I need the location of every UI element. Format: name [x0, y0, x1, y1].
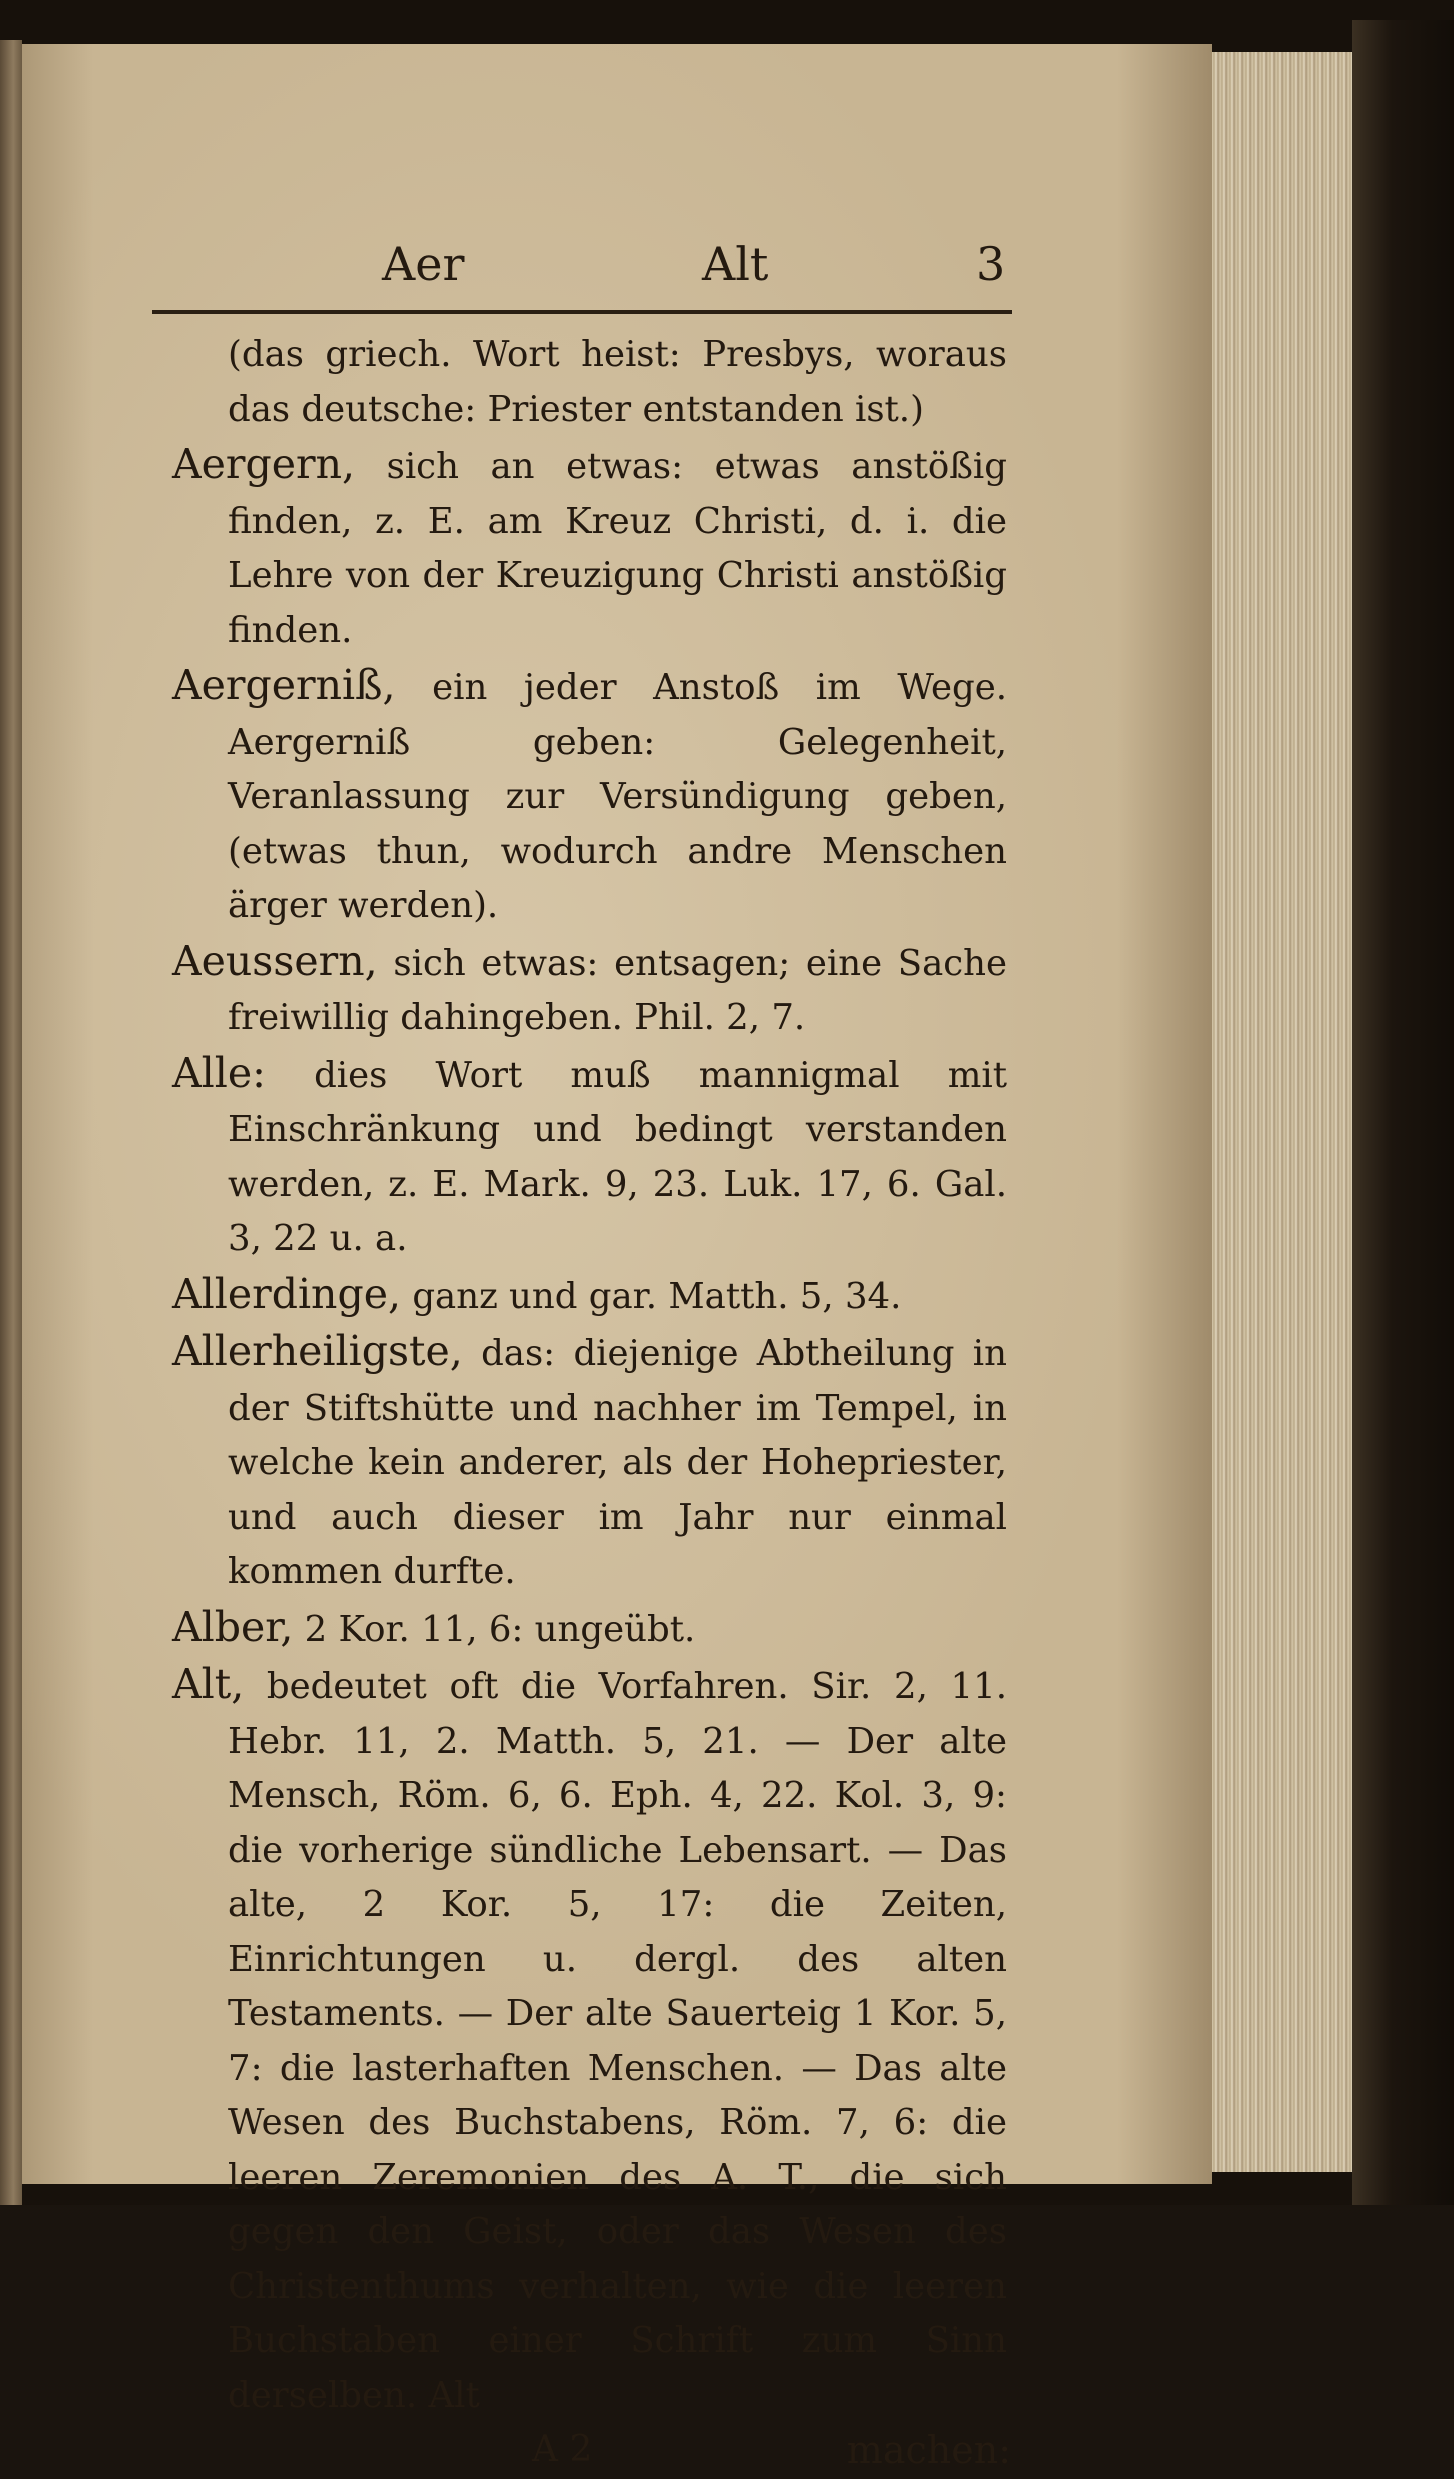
page-stack-edges [1212, 52, 1352, 2172]
entry-headword: Aeussern, [172, 936, 378, 985]
running-head-center: Alt [702, 237, 769, 291]
entry-text: ein jeder Anstoß im Wege. Aergerniß geben: Gelegenheit, Veranlassung zur Versündigung geben, (etwas thun, wodurch andre Menschen ärger werden). [228, 667, 1007, 926]
entry-text: sich etwas: entsagen; eine Sache freiwillig dahingeben. Phil. 2, 7. [228, 942, 1007, 1038]
entry-text: sich an etwas: etwas anstößig finden, z. E. am Kreuz Christi, d. i. die Lehre von der Kreuzigung Christi anstößig finden. [228, 446, 1007, 651]
entry-allerdinge [172, 1267, 1007, 1325]
entry-headword: Aergern, [172, 440, 356, 488]
entry-text: bedeutet oft die Vorfahren. Sir. 2, 11. Hebr. 11, 2. Matth. 5, 21. — Der alte Mensch, Röm. 6, 6. Eph. 4, 22. Kol. 3, 9: die vorherige sündliche Lebensart. — Das alte, 2 Kor. 5, 17: die Zeiten, Einrichtungen u. dergl. des alten Testaments. — Der alte Sauerteig 1 Kor. 5, 7: die lasterhaften Menschen. — Das alte Wesen des Buchstabens, Röm. 7, 6: die leeren Zeremonien des A. T., die sich gegen den Geist, oder das Wesen des Christenthums verhalten, wie die leeren Buchstaben einer Schrift zum Sinn derselben. Alt [228, 1666, 1007, 2416]
previous-page-edge [0, 40, 22, 2205]
header-rule [152, 310, 1012, 314]
page-number: 3 [976, 237, 1006, 291]
entry-aergern [172, 437, 1007, 658]
catchword: machen: [846, 2428, 1011, 2472]
entry-text: (das griech. Wort heist: Presbys, woraus das deutsche: Priester entstanden ist.) [228, 334, 1007, 430]
running-head [172, 234, 1007, 304]
entry-alle [172, 1046, 1007, 1267]
book-page [22, 44, 1212, 2472]
signature-mark: A 2 [532, 2429, 593, 2470]
entry-text: ganz und gar. Matth. 5, 34. [412, 1275, 902, 1317]
entry-text: das: diejenige Abtheilung in der Stiftshütte und nachher im Tempel, in welche kein anderer, als der Hohepriester, und auch dieser im Jahr nur einmal kommen durfte. [228, 1333, 1007, 1592]
entry-alber [172, 1600, 1007, 1658]
entry-text: 2 Kor. 11, 6: ungeübt. [304, 1608, 696, 1650]
book-edge-shadow [1352, 20, 1454, 2205]
entry-aergerniss [172, 658, 1007, 934]
entry-headword: Alber, [172, 1602, 294, 1651]
entry-continuation [172, 328, 1007, 437]
page-content [172, 234, 1011, 2479]
entry-headword: Allerdinge, [172, 1269, 402, 1318]
entry-headword: Aergerniß, [172, 661, 396, 709]
entry-allerheiligste [172, 1324, 1007, 1600]
entry-alt [172, 1657, 1007, 2423]
entry-headword: Alt, [172, 1660, 245, 1708]
entry-aeussern [172, 934, 1007, 1046]
page-footer [172, 2423, 1011, 2479]
entry-text: dies Wort muß mannigmal mit Einschränkung und bedingt verstanden werden, z. E. Mark. 9, 23. Luk. 17, 6. Gal. 3, 22 u. a. [228, 1054, 1007, 1259]
entry-headword: Alle: [172, 1048, 266, 1097]
running-head-left: Aer [382, 237, 465, 291]
entry-headword: Allerheiligste, [172, 1327, 463, 1375]
